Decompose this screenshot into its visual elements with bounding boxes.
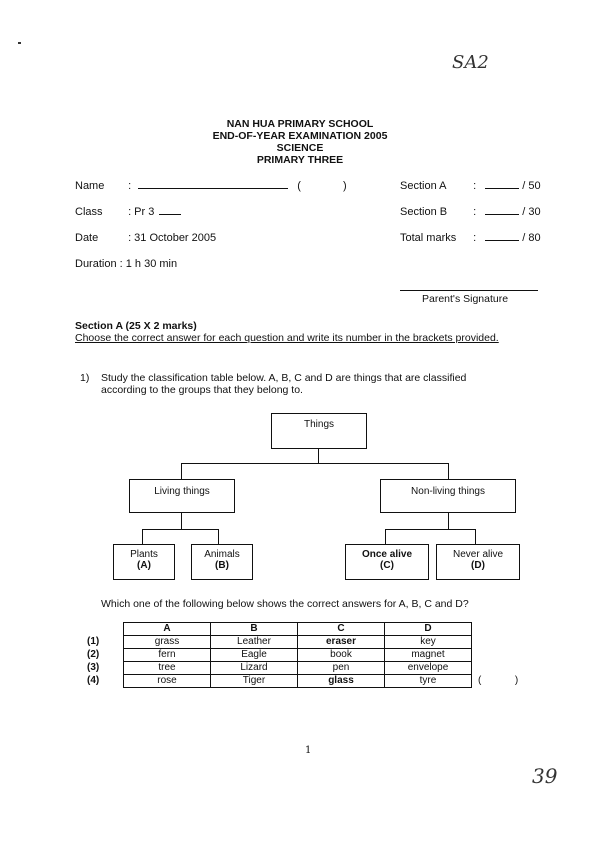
living-things-label: Living things xyxy=(154,486,210,497)
never-alive-label: Never alive xyxy=(452,549,504,560)
table-cell: Lizard xyxy=(211,662,298,675)
connector xyxy=(475,529,476,544)
option-number: (3) xyxy=(87,662,100,673)
register-paren-open: ( xyxy=(297,180,301,192)
section-a-label: Section A xyxy=(400,180,447,192)
class-label: Class xyxy=(75,206,103,218)
table-spacer xyxy=(472,636,521,649)
never-alive-letter: (D) xyxy=(471,560,485,571)
section-b-label: Section B xyxy=(400,206,448,218)
table-cell: fern xyxy=(124,649,211,662)
connector xyxy=(448,512,449,529)
option-number: (4) xyxy=(87,675,100,686)
connector xyxy=(181,463,182,479)
table-spacer xyxy=(472,662,521,675)
signature-label: Parent's Signature xyxy=(422,293,509,305)
section-b-total: / 30 xyxy=(522,206,541,218)
table-row xyxy=(85,649,520,662)
table-spacer xyxy=(472,623,521,636)
connector xyxy=(385,529,386,544)
table-corner xyxy=(85,623,124,636)
options-table xyxy=(85,622,520,688)
name-row xyxy=(75,180,347,192)
never-alive-box xyxy=(436,544,520,580)
plants-label: Plants xyxy=(130,549,158,560)
column-header-a: A xyxy=(124,623,211,636)
handwritten-section-mark: SA2 xyxy=(452,52,489,73)
table-cell: Leather xyxy=(211,636,298,649)
section-b-score-field[interactable] xyxy=(485,214,519,215)
question-prompt: Which one of the following below shows the correct answers for A, B, C and D? xyxy=(101,598,469,610)
table-cell: eraser xyxy=(298,636,385,649)
table-cell: key xyxy=(385,636,472,649)
connector xyxy=(218,529,219,544)
name-field[interactable] xyxy=(138,188,288,189)
nonliving-things-label: Non-living things xyxy=(411,486,485,497)
column-header-c: C xyxy=(298,623,385,636)
once-alive-letter: (C) xyxy=(380,560,394,571)
table-cell: book xyxy=(298,649,385,662)
page-number: 1 xyxy=(305,745,312,756)
question-number: 1) xyxy=(80,372,90,384)
animals-box xyxy=(191,544,253,580)
date-label: Date xyxy=(75,232,99,244)
section-a-total: / 50 xyxy=(522,180,541,192)
section-b-marks xyxy=(400,206,541,218)
scan-speck xyxy=(18,42,21,44)
table-cell: pen xyxy=(298,662,385,675)
table-row xyxy=(85,636,520,649)
section-a-colon: : xyxy=(473,180,477,192)
answer-bracket-open: ( xyxy=(478,675,482,686)
table-cell: tree xyxy=(124,662,211,675)
living-things-box xyxy=(129,479,235,513)
date-value: : 31 October 2005 xyxy=(128,232,217,244)
tree-root-box xyxy=(271,413,367,449)
animals-label: Animals xyxy=(204,549,240,560)
table-header-row xyxy=(85,623,520,636)
answer-brackets[interactable] xyxy=(472,675,521,688)
column-header-b: B xyxy=(211,623,298,636)
section-instruction: Choose the correct answer for each question and write its number in the brackets provided. xyxy=(75,332,499,344)
connector xyxy=(142,529,143,544)
table-cell: glass xyxy=(298,675,385,688)
animals-letter: (B) xyxy=(215,560,229,571)
table-spacer xyxy=(472,649,521,662)
date-row xyxy=(75,232,216,244)
name-label: Name xyxy=(75,180,105,192)
plants-box xyxy=(113,544,175,580)
section-a-score-field[interactable] xyxy=(485,188,519,189)
class-value: : Pr 3 xyxy=(128,206,155,218)
option-number: (2) xyxy=(87,649,100,660)
connector xyxy=(181,463,449,464)
once-alive-box xyxy=(345,544,429,580)
plants-letter: (A) xyxy=(137,560,151,571)
column-header-d: D xyxy=(385,623,472,636)
total-total: / 80 xyxy=(522,232,541,244)
connector xyxy=(142,529,219,530)
table-cell: magnet xyxy=(385,649,472,662)
exam-title: END-OF-YEAR EXAMINATION 2005 xyxy=(212,130,388,142)
once-alive-label: Once alive xyxy=(361,549,413,560)
question-text: Study the classification table below. A, B, C and D are things that are classified according to the groups that they belong to. xyxy=(101,372,467,396)
total-score-field[interactable] xyxy=(485,240,519,241)
table-row xyxy=(85,675,520,688)
table-cell: grass xyxy=(124,636,211,649)
connector xyxy=(385,529,476,530)
subject-title: SCIENCE xyxy=(276,142,324,154)
signature-line[interactable] xyxy=(400,290,538,291)
section-title: Section A (25 X 2 marks) xyxy=(75,320,197,332)
table-row xyxy=(85,662,520,675)
section-b-colon: : xyxy=(473,206,477,218)
level-title: PRIMARY THREE xyxy=(256,154,344,166)
handwritten-page-score: 39 xyxy=(532,764,558,788)
table-cell: Eagle xyxy=(211,649,298,662)
class-row xyxy=(75,206,181,218)
table-cell: rose xyxy=(124,675,211,688)
connector xyxy=(318,448,319,463)
register-paren-close: ) xyxy=(343,180,347,192)
name-colon: : xyxy=(128,180,132,192)
table-cell: tyre xyxy=(385,675,472,688)
tree-root-label: Things xyxy=(303,419,334,430)
answer-bracket-close: ) xyxy=(514,675,519,686)
class-field[interactable] xyxy=(159,214,181,215)
total-label: Total marks xyxy=(400,232,457,244)
option-number: (1) xyxy=(87,636,100,647)
table-cell: Tiger xyxy=(211,675,298,688)
nonliving-things-box xyxy=(380,479,516,513)
section-a-marks xyxy=(400,180,541,192)
duration: Duration : 1 h 30 min xyxy=(75,258,178,270)
connector xyxy=(181,512,182,529)
connector xyxy=(448,463,449,479)
total-marks xyxy=(400,232,541,244)
table-cell: envelope xyxy=(385,662,472,675)
school-name: NAN HUA PRIMARY SCHOOL xyxy=(226,118,374,130)
total-colon: : xyxy=(473,232,477,244)
